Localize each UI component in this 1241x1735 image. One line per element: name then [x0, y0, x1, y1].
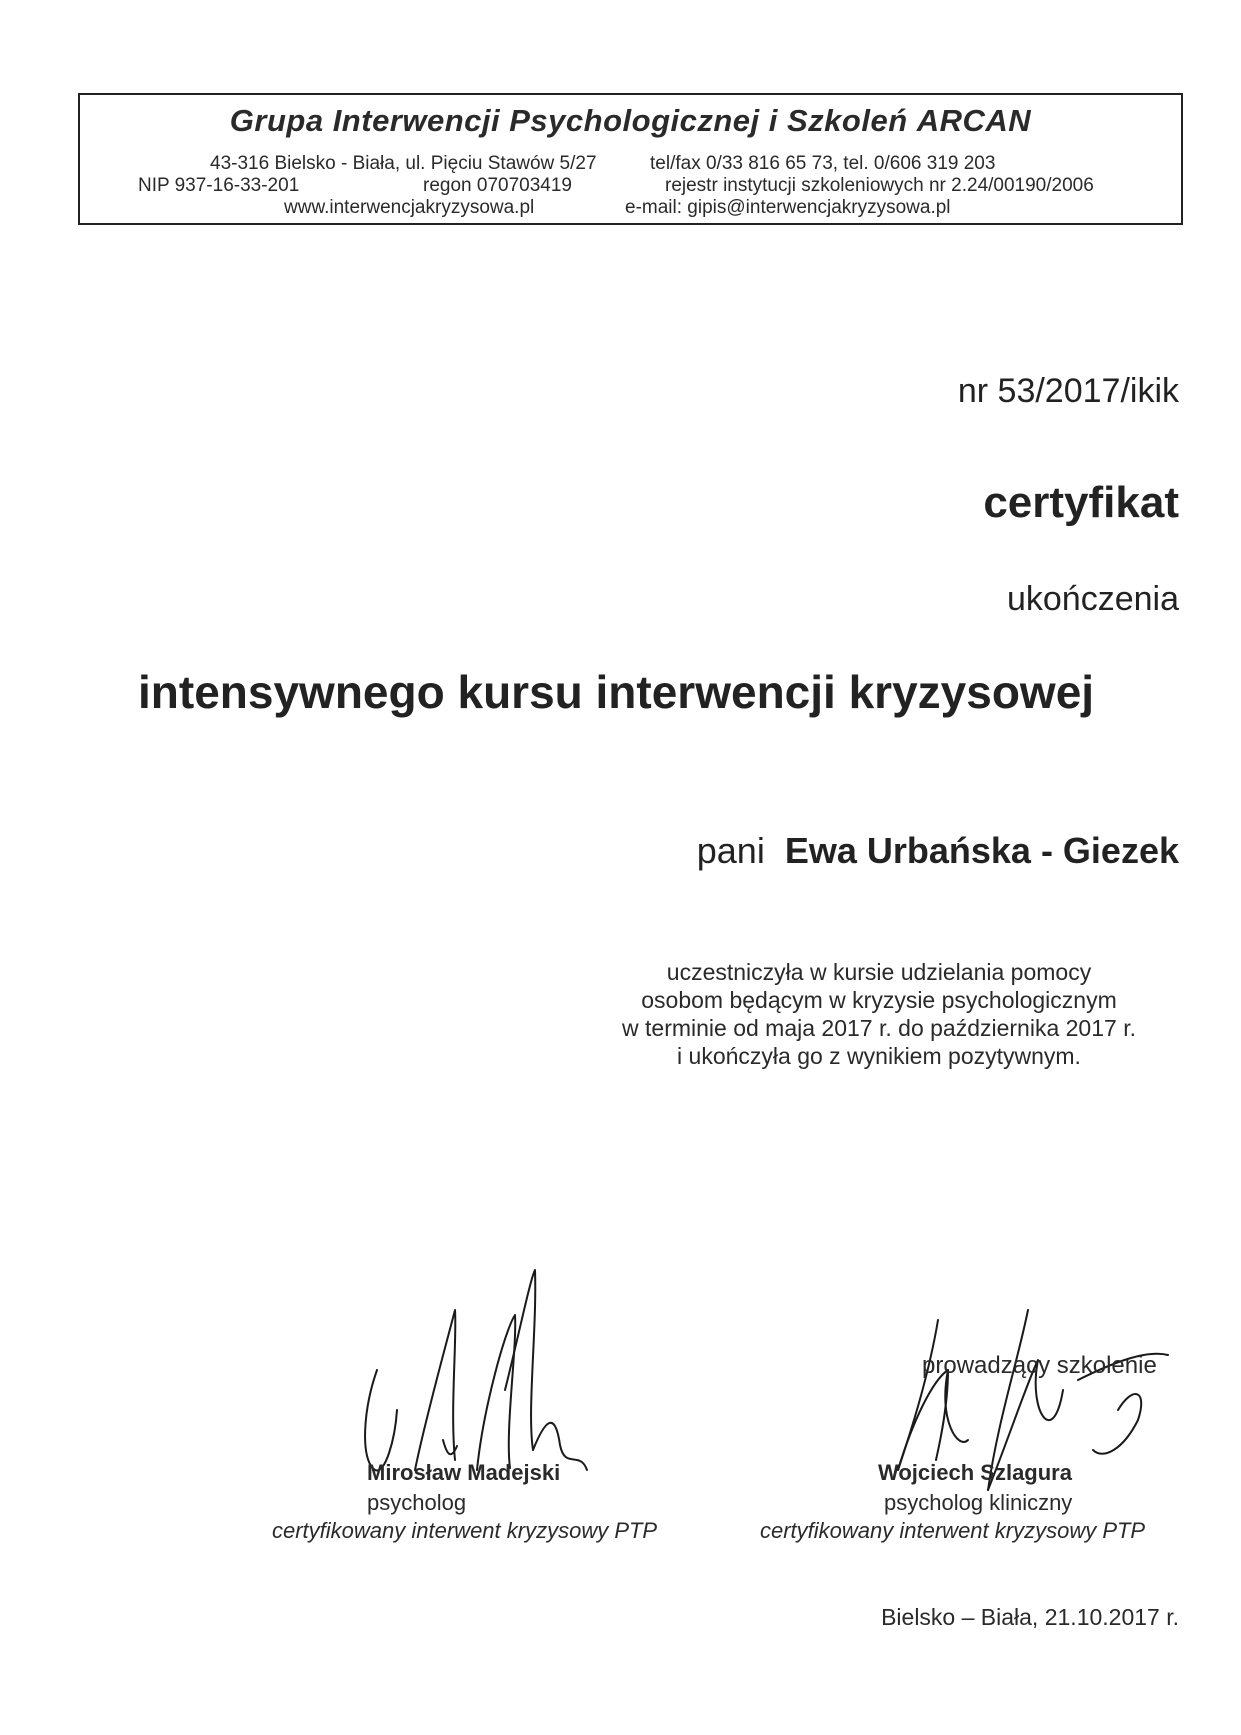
signature-left-image — [355, 1270, 615, 1490]
organization-name-main: Grupa Interwencji Psychologicznej i Szkoleń — [229, 103, 908, 138]
certificate-number: nr 53/2017/ikik — [957, 372, 1179, 410]
certificate-body — [579, 958, 1179, 1070]
participant — [697, 830, 1179, 872]
address: 43-316 Bielsko - Biała, ul. Pięciu Stawów 5/27 — [210, 153, 597, 174]
signatory-right-name: Wojciech Szlagura — [878, 1460, 1072, 1485]
letterhead — [78, 93, 1183, 225]
body-line: uczestniczyła w kursie udzielania pomocy — [666, 959, 1092, 985]
signatory-right-lead-label: prowadzący szkolenie — [922, 1352, 1157, 1379]
signatory-right-certification: certyfikowany interwent kryzysowy PTP — [760, 1518, 1146, 1543]
organization-name — [80, 103, 1181, 139]
nip: NIP 937-16-33-201 — [138, 175, 300, 196]
regon: regon 070703419 — [423, 175, 572, 196]
signatory-left-name: Mirosław Madejski — [367, 1460, 561, 1485]
body-line: i ukończyła go z wynikiem pozytywnym. — [677, 1043, 1081, 1069]
course-title: intensywnego kursu interwencji kryzysowej — [138, 666, 1095, 718]
website: www.interwencjakryzysowa.pl — [284, 197, 535, 218]
phone: tel/fax 0/33 816 65 73, tel. 0/606 319 203 — [650, 153, 996, 174]
body-line: osobom będącym w kryzysie psychologicznym — [641, 987, 1117, 1013]
place-and-date: Bielsko – Biała, 21.10.2017 r. — [881, 1604, 1179, 1630]
participant-name: Ewa Urbańska - Giezek — [784, 830, 1179, 871]
certificate-title: certyfikat — [983, 478, 1179, 527]
signatory-left-role: psycholog — [367, 1490, 467, 1515]
organization-brand: ARCAN — [916, 103, 1032, 138]
certificate-subtitle: ukończenia — [1006, 580, 1179, 618]
participant-salutation: pani — [696, 830, 765, 871]
registry-number: rejestr instytucji szkoleniowych nr 2.24/00190/2006 — [665, 175, 1094, 196]
signatory-left-certification: certyfikowany interwent kryzysowy PTP — [272, 1518, 658, 1543]
signatory-right-role: psycholog kliniczny — [884, 1490, 1073, 1515]
body-line: w terminie od maja 2017 r. do października 2017 r. — [622, 1015, 1136, 1041]
email: e-mail: gipis@interwencjakryzysowa.pl — [625, 197, 951, 218]
